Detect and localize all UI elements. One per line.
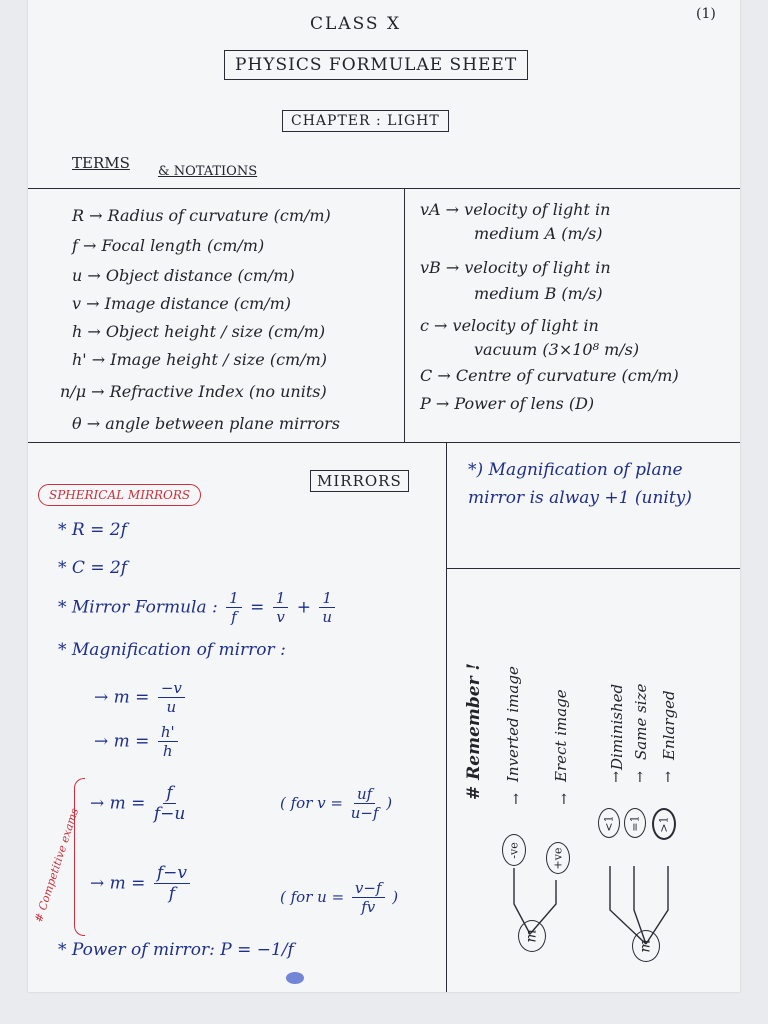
m-formula-3: → m = $\frac{f}{f-u}$ xyxy=(90,783,186,824)
remember-erect-meaning: Erect image xyxy=(552,689,570,782)
mirror-formula-label: * Mirror Formula : xyxy=(58,597,218,618)
chapter-label: CHAPTER : LIGHT xyxy=(282,110,449,132)
remember-enlarged xyxy=(660,690,678,760)
r-formula: * R = 2f xyxy=(58,520,127,540)
term-item: medium B (m/s) xyxy=(474,284,603,303)
symbol-positive-text: +ve xyxy=(551,847,565,869)
symbol-less xyxy=(598,808,620,838)
remember-same-meaning: Same size xyxy=(632,683,650,760)
term-item: medium A (m/s) xyxy=(474,224,603,243)
power-formula: * Power of mirror: P = −1/f xyxy=(58,940,294,960)
remember-inverted xyxy=(504,666,522,782)
term-item: P → Power of lens (D) xyxy=(420,394,595,413)
term-item: θ → angle between plane mirrors xyxy=(72,414,340,433)
m-symbol-1: m xyxy=(524,929,540,943)
remember-tree xyxy=(488,860,708,970)
sheet-title: PHYSICS FORMULAE SHEET xyxy=(224,50,528,80)
symbol-equal-text: =1 xyxy=(628,814,642,832)
c-formula: * C = 2f xyxy=(58,558,128,578)
term-item: v → Image distance (cm/m) xyxy=(72,294,291,313)
term-item: vB → velocity of light in xyxy=(420,258,611,277)
term-item: C → Centre of curvature (cm/m) xyxy=(420,366,679,385)
m-formula-4: → m = $\frac{f-v}{f}$ xyxy=(90,864,193,904)
mirrors-heading: MIRRORS xyxy=(310,470,409,492)
m-formula-4-cond: ( for u = $\frac{v-f}{fv}$ ) xyxy=(280,879,399,916)
remember-enlarged-meaning: Enlarged xyxy=(660,690,678,760)
divider-top xyxy=(28,188,740,189)
symbol-greater-text: >1 xyxy=(657,815,671,833)
term-item: vacuum (3×10⁸ m/s) xyxy=(474,340,640,359)
m-circle-1 xyxy=(518,920,546,952)
symbol-negative-text: -ve xyxy=(507,841,521,859)
remember-diminished xyxy=(608,684,626,770)
term-item: R → Radius of curvature (cm/m) xyxy=(72,206,331,225)
term-item: u → Object distance (cm/m) xyxy=(72,266,295,285)
formula-sheet xyxy=(28,0,740,992)
term-item: c → velocity of light in xyxy=(420,316,599,335)
term-item: vA → velocity of light in xyxy=(420,200,611,219)
class-label: CLASS X xyxy=(310,14,402,34)
symbol-less-text: <1 xyxy=(602,814,616,832)
divider-mirrors xyxy=(446,442,447,992)
notations-heading: & NOTATIONS xyxy=(158,164,258,179)
m-symbol-2: m xyxy=(638,939,654,953)
terms-heading: TERMS xyxy=(72,154,130,172)
magnification-label: * Magnification of mirror : xyxy=(58,640,286,660)
term-item: f → Focal length (cm/m) xyxy=(72,236,265,255)
arrow-icon: ↑ xyxy=(558,792,570,808)
remember-diminished-meaning: Diminished xyxy=(608,683,626,770)
m-formula-1: → m = $\frac{-v}{u}$ xyxy=(94,680,188,716)
symbol-greater xyxy=(652,808,676,840)
mirror-formula: * Mirror Formula : $\frac{1}{f}$ = $\frac{1}{v}$ + $\frac{1}{u}$ xyxy=(58,590,338,626)
m-formula-2: → m = $\frac{h'}{h}$ xyxy=(94,724,181,760)
m-formula-3-cond: ( for v = $\frac{uf}{u-f}$ ) xyxy=(280,785,393,822)
arrow-icon: ↑ xyxy=(510,792,522,808)
m-circle-2 xyxy=(632,930,660,962)
term-item: h' → Image height / size (cm/m) xyxy=(72,350,328,369)
competitive-bracket xyxy=(74,778,85,936)
remember-inverted-meaning: Inverted image xyxy=(504,666,522,782)
arrow-icon: ↑ xyxy=(662,770,674,786)
divider-terms-bottom xyxy=(28,442,740,443)
competitive-note: # Competitive exams xyxy=(32,806,82,925)
remember-same xyxy=(632,684,650,760)
arrow-icon: ↑ xyxy=(634,770,646,786)
term-item: h → Object height / size (cm/m) xyxy=(72,322,326,341)
divider-terms xyxy=(404,188,405,442)
ink-smudge xyxy=(286,972,304,984)
spherical-mirrors-label: SPHERICAL MIRRORS xyxy=(38,484,201,506)
arrow-icon: ↑ xyxy=(610,770,622,786)
term-item: n/μ → Refractive Index (no units) xyxy=(60,382,327,401)
plane-mirror-note: *) Magnification of plane mirror is alway +1 (unity) xyxy=(468,460,692,508)
remember-erect xyxy=(552,689,570,782)
page-number: (1) xyxy=(696,6,716,22)
divider-remember xyxy=(446,568,740,569)
symbol-equal xyxy=(624,808,646,838)
remember-title: # Remember ! xyxy=(464,663,484,800)
